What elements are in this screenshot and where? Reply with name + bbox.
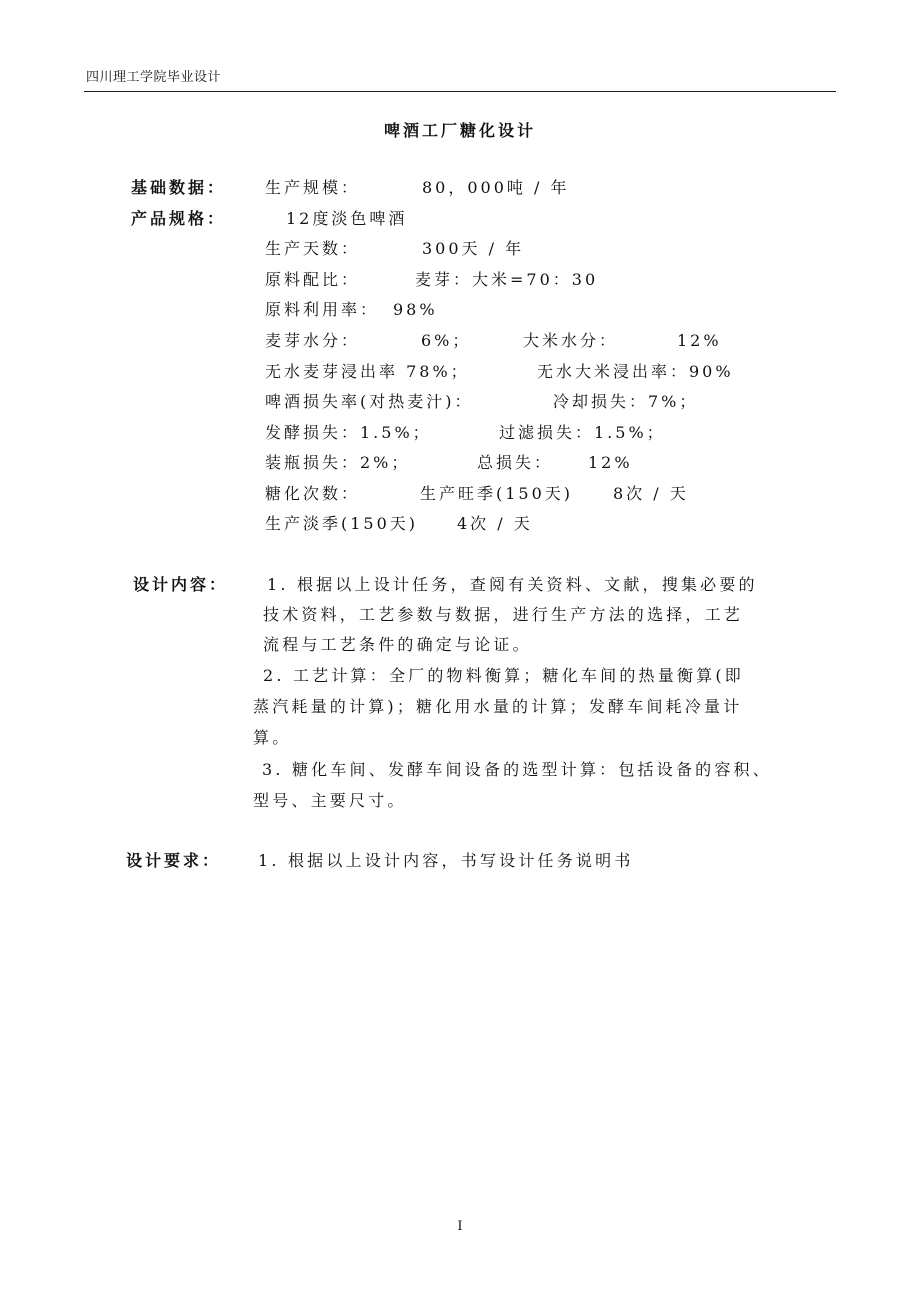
total-loss-label: 总损失： [477,453,554,472]
production-scale-row [265,178,605,198]
content-line: 技术资料，工艺参数与数据，进行生产方法的选择，工艺 [263,605,744,624]
beer-loss-rate-label: 啤酒损失率(对热麦汁)： [265,392,474,411]
utilization-label: 原料利用率： [265,300,380,319]
design-content-label: 设计内容： [133,575,229,594]
beer-loss-row [265,392,735,412]
header-divider [84,91,836,92]
off-season-batches: 4次 / 天 [457,514,533,533]
bottling-loss: 装瓶损失：2%； [265,453,411,472]
page-header: 四川理工学院毕业设计 [86,70,222,85]
fermentation-loss: 发酵损失：1.5%； [265,423,432,442]
rice-moisture-value: 12% [677,331,722,350]
ferment-filter-loss-row [265,423,705,443]
production-days-row [265,239,585,259]
batches-label: 糖化次数： [265,484,361,503]
peak-season: 生产旺季(150天) [420,484,574,503]
rice-moisture-label: 大米水分： [523,331,619,350]
content-line: 1. 根据以上设计任务，查阅有关资料、文献，搜集必要的 [267,575,758,594]
utilization-value: 98% [393,300,438,319]
product-spec-label: 产品规格： [131,209,227,228]
content-line: 算。 [253,728,292,747]
rice-extract-rate: 无水大米浸出率：90% [537,362,734,381]
requirement-line: 1. 根据以上设计内容，书写设计任务说明书 [258,851,634,870]
moisture-row [265,331,735,351]
document-title: 啤酒工厂糖化设计 [383,121,536,140]
content-line: 2. 工艺计算：全厂的物料衡算；糖化车间的热量衡算(即 [263,666,744,685]
content-line: 型号、主要尺寸。 [253,791,407,810]
content-line: 蒸汽耗量的计算)；糖化用水量的计算；发酵车间耗冷量计 [253,697,743,716]
cooling-loss: 冷却损失：7%； [553,392,699,411]
production-scale-value: 80，000吨 / 年 [422,178,570,197]
bottling-total-loss-row [265,453,665,473]
production-days-value: 300天 / 年 [422,239,525,258]
raw-material-ratio-value: 麦芽：大米=70：30 [415,270,599,289]
content-line: 流程与工艺条件的确定与论证。 [263,635,532,654]
total-loss-value: 12% [588,453,633,472]
raw-material-ratio-row [265,270,625,290]
off-season: 生产淡季(150天) [265,514,419,533]
production-scale-label: 生产规模： [265,178,361,197]
design-requirements-label: 设计要求： [126,851,222,870]
malt-moisture-label: 麦芽水分： [265,331,361,350]
saccharification-batches-row [265,484,725,504]
off-season-row [265,514,565,534]
content-line: 3. 糖化车间、发酵车间设备的选型计算：包括设备的容积、 [262,760,772,779]
malt-extract-rate: 无水麦芽浸出率 78%； [265,362,470,381]
malt-moisture-value: 6%； [421,331,472,350]
peak-season-batches: 8次 / 天 [613,484,689,503]
production-days-label: 生产天数： [265,239,361,258]
extract-rate-row [265,362,765,382]
utilization-row [265,300,505,320]
basic-data-label: 基础数据： [131,178,227,197]
page-number: I [457,1219,463,1234]
filtration-loss: 过滤损失：1.5%； [499,423,666,442]
raw-material-ratio-label: 原料配比： [265,270,361,289]
product-type: 12度淡色啤酒 [286,209,408,228]
